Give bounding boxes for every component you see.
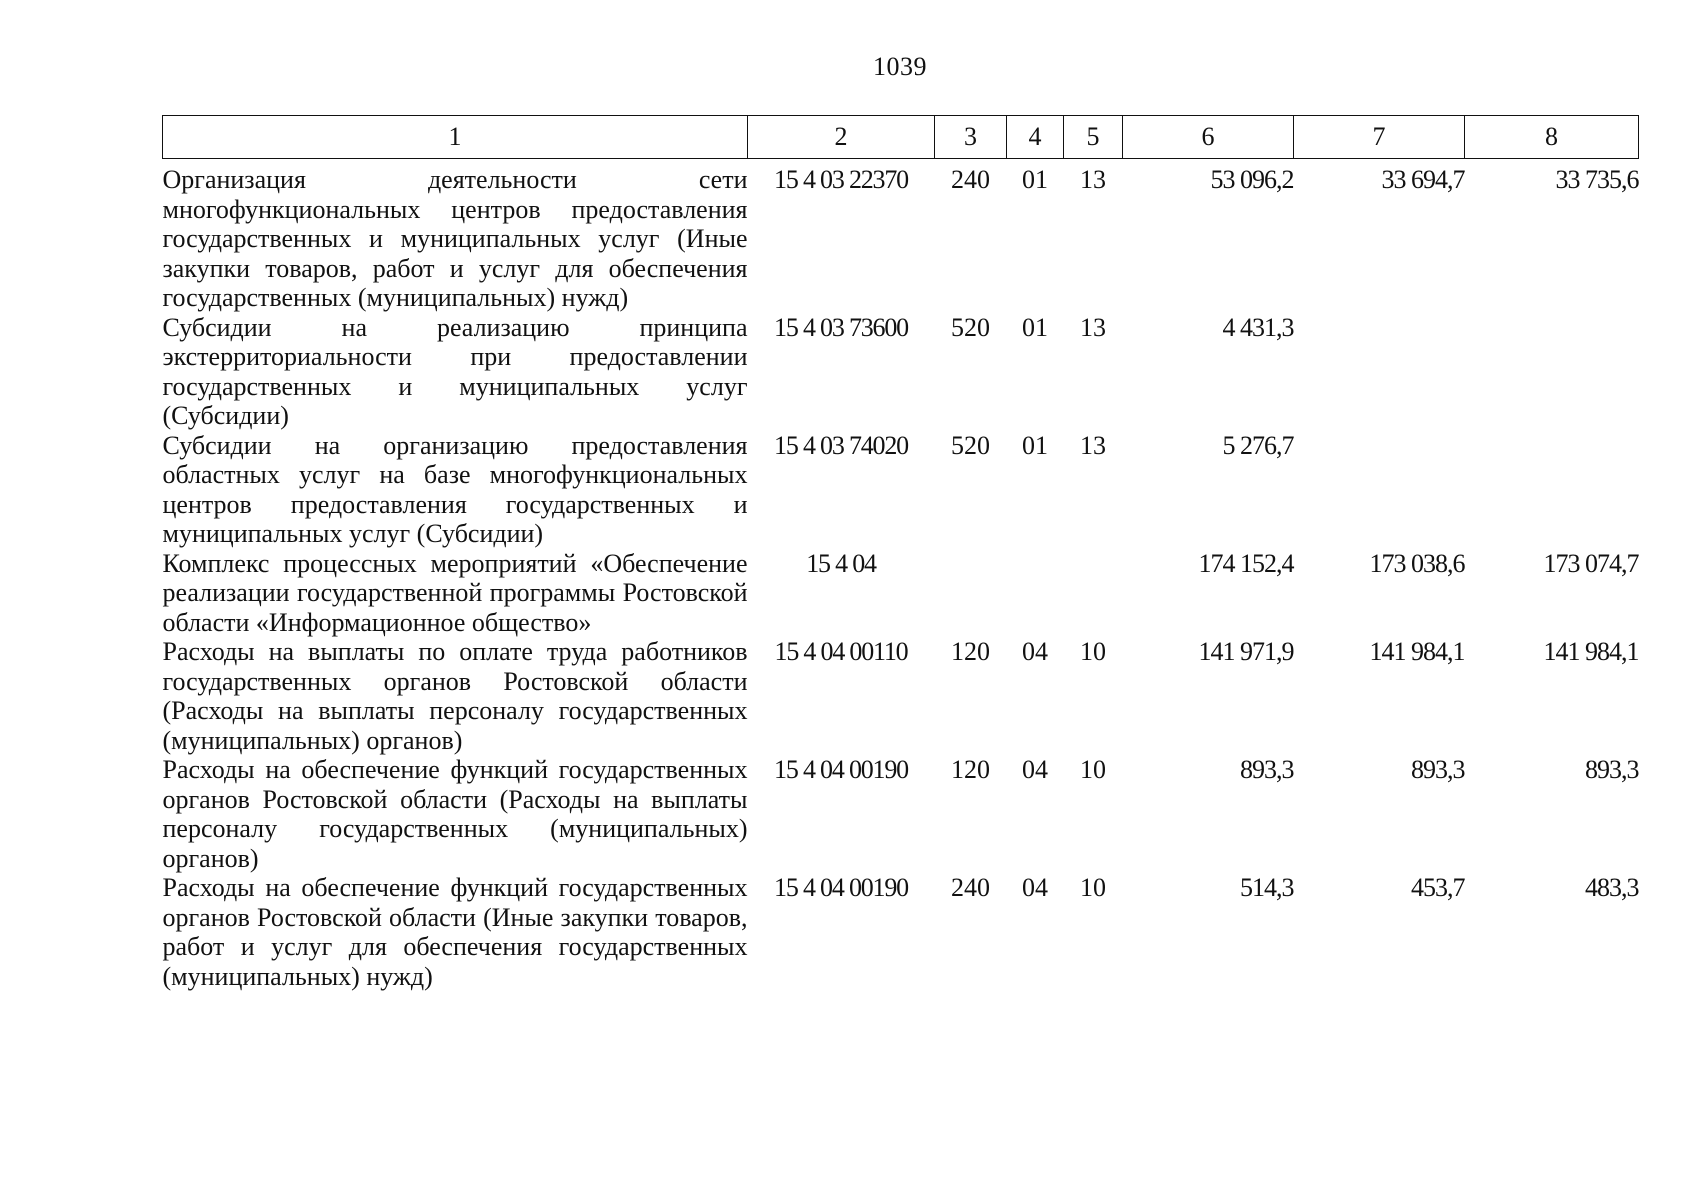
row-subsection bbox=[1064, 549, 1123, 638]
row-section: 01 bbox=[1022, 312, 1048, 342]
column-header-1: 1 bbox=[163, 116, 748, 159]
row-name: Субсидии на реализацию принципа экстерриториальности при предоставлении государственных и муниципальных услуг (Субсидии) bbox=[162, 312, 748, 430]
row-name: Расходы на обеспечение функций государственных органов Ростовской области (Расходы на выплаты персоналу государственных (муниципальных) органов) bbox=[162, 755, 748, 873]
row-amount-col8: 893,3 bbox=[1585, 755, 1639, 784]
row-subsection: 13 bbox=[1080, 430, 1106, 460]
budget-table bbox=[162, 115, 1639, 991]
column-header-2: 2 bbox=[748, 116, 935, 159]
table-row bbox=[163, 313, 1639, 431]
row-amount-col8: 173 074,7 bbox=[1543, 548, 1639, 578]
row-subsection: 10 bbox=[1080, 637, 1106, 666]
row-amount-col8: 33 735,6 bbox=[1555, 165, 1639, 194]
row-expense-type bbox=[935, 549, 1007, 638]
column-header-6: 6 bbox=[1123, 116, 1294, 159]
row-amount-col6: 5 276,7 bbox=[1222, 430, 1294, 460]
column-header-8: 8 bbox=[1465, 116, 1639, 159]
row-amount-col8: 141 984,1 bbox=[1543, 637, 1639, 666]
row-amount-col6: 4 431,3 bbox=[1222, 312, 1294, 342]
row-amount-col6: 53 096,2 bbox=[1210, 165, 1294, 194]
table-row bbox=[163, 755, 1639, 873]
row-expense-type: 120 bbox=[951, 637, 990, 666]
row-amount-col8 bbox=[1465, 313, 1639, 431]
row-expense-type: 240 bbox=[951, 165, 990, 194]
row-section bbox=[1007, 549, 1064, 638]
table-row bbox=[163, 159, 1639, 313]
row-section: 04 bbox=[1022, 755, 1048, 784]
row-target-code: 15 4 04 00110 bbox=[774, 637, 908, 666]
row-name: Комплекс процессных мероприятий «Обеспечение реализации государственной программы Ростовской области «Информационное общество» bbox=[162, 548, 748, 637]
table-row bbox=[163, 637, 1639, 755]
row-amount-col7: 33 694,7 bbox=[1381, 165, 1465, 194]
row-amount-col8 bbox=[1465, 431, 1639, 549]
row-name: Расходы на обеспечение функций государственных органов Ростовской области (Иные закупки товаров, работ и услуг для обеспечения государственных (муниципальных) нужд) bbox=[162, 873, 748, 991]
row-amount-col6: 174 152,4 bbox=[1198, 548, 1294, 578]
row-section: 04 bbox=[1022, 637, 1048, 666]
table-header-row bbox=[163, 116, 1639, 159]
row-amount-col7: 453,7 bbox=[1411, 873, 1465, 902]
column-header-4: 4 bbox=[1007, 116, 1064, 159]
row-amount-col8: 483,3 bbox=[1585, 873, 1639, 902]
table-row bbox=[163, 431, 1639, 549]
row-expense-type: 520 bbox=[951, 430, 990, 460]
row-section: 01 bbox=[1022, 165, 1048, 194]
page-number: 1039 bbox=[873, 52, 927, 81]
row-section: 01 bbox=[1022, 430, 1048, 460]
row-expense-type: 520 bbox=[951, 312, 990, 342]
row-target-code: 15 4 03 74020 bbox=[774, 430, 908, 460]
row-amount-col7: 141 984,1 bbox=[1369, 637, 1465, 666]
row-amount-col6: 141 971,9 bbox=[1198, 637, 1294, 666]
table-row bbox=[163, 873, 1639, 991]
row-expense-type: 120 bbox=[951, 755, 990, 784]
row-target-code: 15 4 04 bbox=[806, 548, 876, 578]
row-target-code: 15 4 04 00190 bbox=[774, 873, 908, 902]
table-row bbox=[163, 549, 1639, 638]
row-subsection: 13 bbox=[1080, 312, 1106, 342]
row-name: Субсидии на организацию предоставления областных услуг на базе многофункциональных центров предоставления государственных и муниципальных услуг (Субсидии) bbox=[162, 430, 748, 548]
row-amount-col7 bbox=[1294, 313, 1465, 431]
row-name: Организация деятельности сети многофункциональных центров предоставления государственных и муниципальных услуг (Иные закупки товаров, работ и услуг для обеспечения государственных (муниципальных) нужд) bbox=[162, 165, 748, 312]
row-section: 04 bbox=[1022, 873, 1048, 902]
row-subsection: 13 bbox=[1080, 165, 1106, 194]
row-subsection: 10 bbox=[1080, 873, 1106, 902]
row-amount-col6: 893,3 bbox=[1240, 755, 1294, 784]
column-header-7: 7 bbox=[1294, 116, 1465, 159]
row-amount-col6: 514,3 bbox=[1240, 873, 1294, 902]
row-name: Расходы на выплаты по оплате труда работников государственных органов Ростовской области (Расходы на выплаты персоналу государственных (муниципальных) органов) bbox=[162, 637, 748, 755]
row-target-code: 15 4 03 22370 bbox=[774, 165, 908, 194]
row-target-code: 15 4 04 00190 bbox=[774, 755, 908, 784]
row-amount-col7: 893,3 bbox=[1411, 755, 1465, 784]
column-header-3: 3 bbox=[935, 116, 1007, 159]
row-amount-col7: 173 038,6 bbox=[1369, 548, 1465, 578]
column-header-5: 5 bbox=[1064, 116, 1123, 159]
row-subsection: 10 bbox=[1080, 755, 1106, 784]
row-target-code: 15 4 03 73600 bbox=[774, 312, 908, 342]
row-amount-col7 bbox=[1294, 431, 1465, 549]
row-expense-type: 240 bbox=[951, 873, 990, 902]
